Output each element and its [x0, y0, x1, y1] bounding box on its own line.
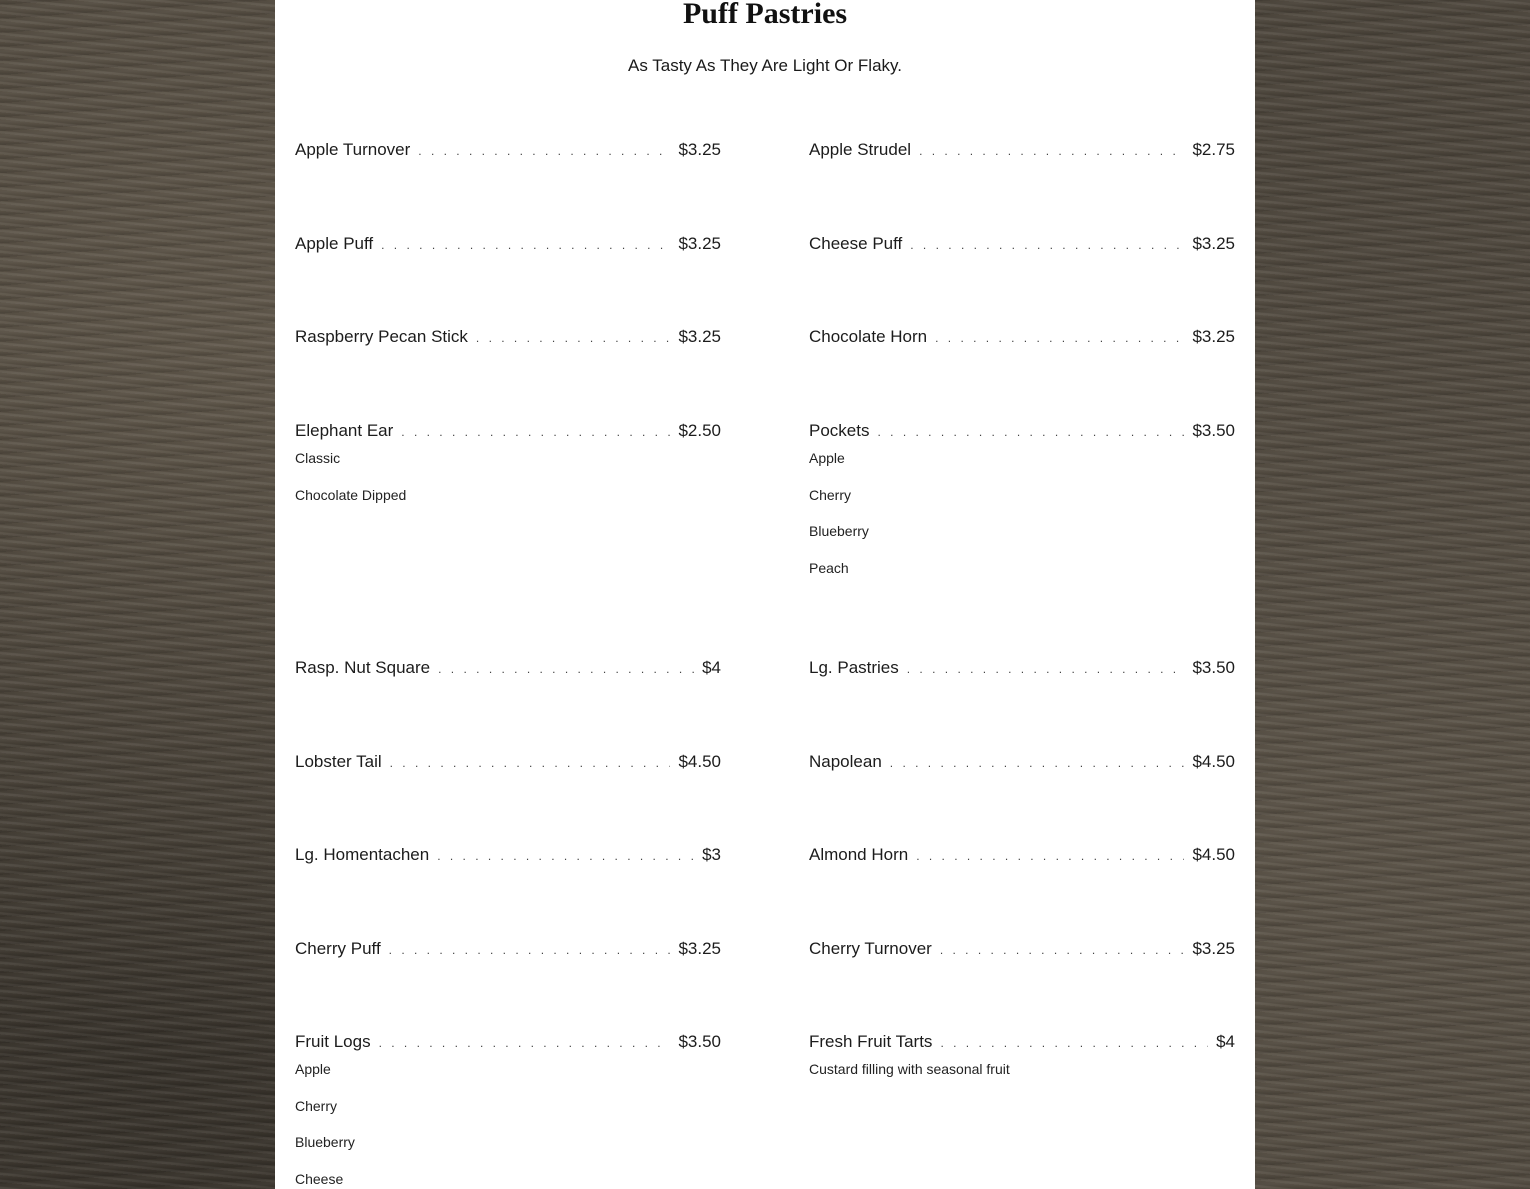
menu-item: [295, 843, 721, 867]
item-name: Apple Strudel: [809, 140, 912, 159]
leader-dots: [910, 233, 1184, 257]
item-price: $3.25: [1192, 327, 1235, 346]
item-name: Lg. Homentachen: [295, 845, 430, 864]
item-price: $3: [702, 845, 721, 864]
leader-dots: [935, 326, 1184, 350]
item-price: $3.25: [678, 140, 721, 159]
leader-dots: [919, 139, 1184, 163]
page-subtitle: As Tasty As They Are Light Or Flaky.: [627, 56, 902, 75]
leader-dots: [877, 420, 1184, 444]
menu-item: [295, 656, 721, 680]
menu-item: [809, 843, 1235, 867]
leader-dots: [476, 326, 671, 350]
menu-item: [295, 419, 721, 516]
item-name: Rasp. Nut Square: [295, 658, 431, 677]
leader-dots: [890, 751, 1185, 775]
menu-item: [295, 325, 721, 349]
item-option: Blueberry: [295, 1134, 355, 1151]
menu-item: [809, 937, 1235, 961]
menu-item: [809, 750, 1235, 774]
menu-panel: [275, 0, 1255, 1189]
menu-item: [809, 325, 1235, 349]
menu-item: [295, 750, 721, 774]
page-title: Puff Pastries: [682, 0, 848, 30]
item-price: $4.50: [678, 752, 721, 771]
leader-dots: [437, 844, 694, 868]
item-price: $3.50: [1192, 421, 1235, 440]
item-option: Cherry: [295, 1097, 338, 1114]
item-price: $3.25: [678, 327, 721, 346]
leader-dots: [379, 1031, 671, 1055]
item-name: Lg. Pastries: [809, 658, 899, 677]
item-option: Chocolate Dipped: [295, 486, 407, 503]
item-price: $3.25: [1192, 939, 1235, 958]
item-price: $4: [702, 658, 721, 677]
menu-item: [295, 937, 721, 961]
item-name: Raspberry Pecan Stick: [295, 327, 468, 346]
item-option: Peach: [809, 559, 849, 576]
item-name: Pockets: [809, 421, 870, 440]
leader-dots: [940, 938, 1185, 962]
item-option: Cheese: [295, 1170, 344, 1187]
item-price: $4: [1216, 1032, 1235, 1051]
item-price: $4.50: [1192, 752, 1235, 771]
leader-dots: [389, 938, 671, 962]
menu-item: [809, 656, 1235, 680]
item-name: Fruit Logs: [295, 1032, 371, 1051]
menu-item: [295, 1030, 721, 1189]
item-price: $2.50: [678, 421, 721, 440]
item-price: $2.75: [1192, 140, 1235, 159]
leader-dots: [940, 1031, 1208, 1055]
item-name: Almond Horn: [809, 845, 909, 864]
leader-dots: [438, 657, 694, 681]
item-price: $3.50: [678, 1032, 721, 1051]
item-name: Elephant Ear: [295, 421, 394, 440]
item-option: Custard filling with seasonal fruit: [809, 1061, 1010, 1077]
menu-item: [809, 232, 1235, 256]
leader-dots: [418, 139, 670, 163]
leader-dots: [390, 751, 671, 775]
item-option: Blueberry: [809, 523, 869, 540]
menu-item: [809, 1030, 1235, 1091]
item-name: Napolean: [809, 752, 882, 771]
item-option: Apple: [295, 1061, 331, 1077]
item-name: Chocolate Horn: [809, 327, 928, 346]
item-name: Lobster Tail: [295, 752, 382, 771]
menu-item: [295, 138, 721, 162]
leader-dots: [381, 233, 670, 257]
item-price: $3.25: [678, 234, 721, 253]
item-name: Cherry Turnover: [809, 939, 932, 958]
leader-dots: [401, 420, 670, 444]
menu-item: [809, 419, 1235, 589]
item-option: Classic: [295, 450, 341, 466]
item-option: Apple: [809, 450, 845, 466]
menu-item: [295, 232, 721, 256]
item-price: $3.25: [678, 939, 721, 958]
leader-dots: [907, 657, 1185, 681]
leader-dots: [916, 844, 1184, 868]
item-name: Cherry Puff: [295, 939, 381, 958]
item-option: Cherry: [809, 486, 852, 503]
item-name: Fresh Fruit Tarts: [809, 1032, 933, 1051]
item-price: $3.25: [1192, 234, 1235, 253]
item-name: Apple Puff: [295, 234, 374, 253]
item-price: $3.50: [1192, 658, 1235, 677]
menu-item: [809, 138, 1235, 162]
item-name: Cheese Puff: [809, 234, 903, 253]
item-name: Apple Turnover: [295, 140, 411, 159]
item-price: $4.50: [1192, 845, 1235, 864]
